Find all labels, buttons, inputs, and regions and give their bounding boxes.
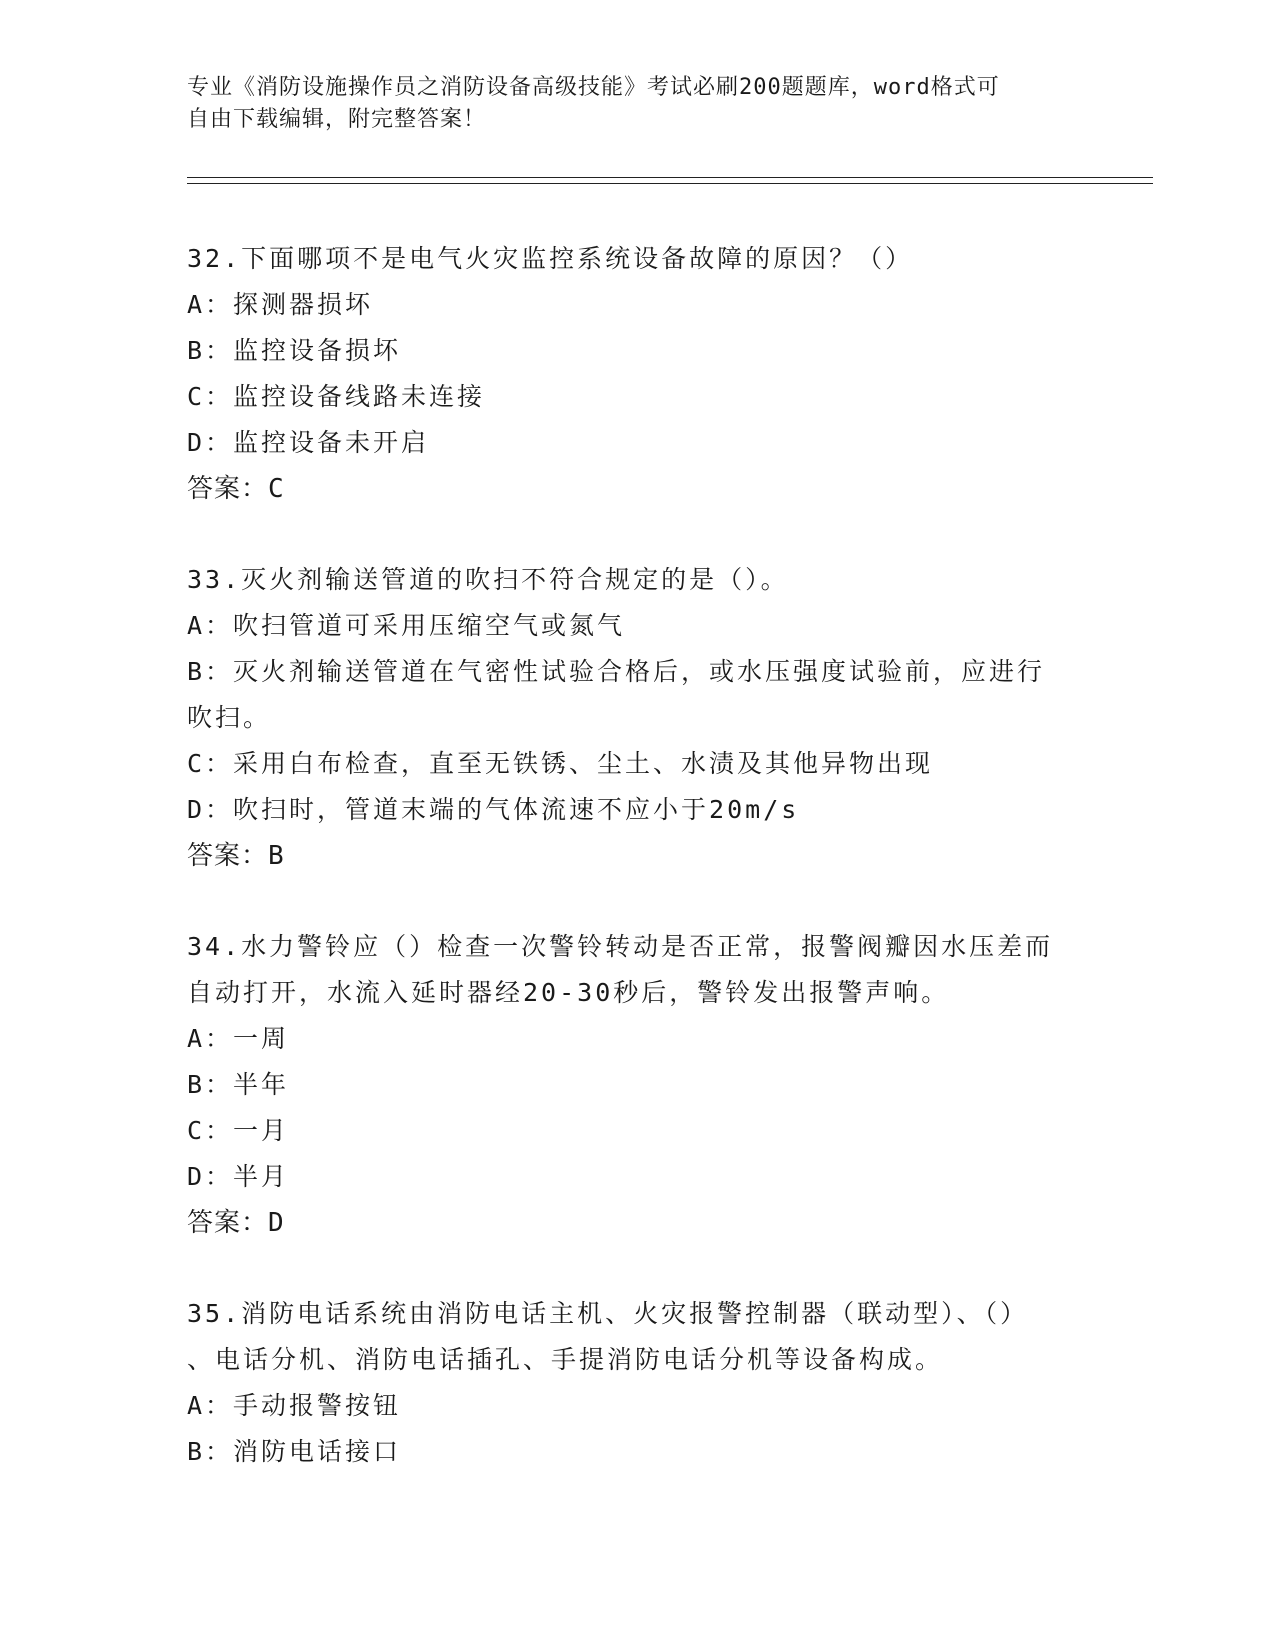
question-text: 34.水力警铃应（）检查一次警铃转动是否正常，报警阀瓣因水压差而 [187,932,1054,961]
option-a: A：手动报警按钮 [187,1391,402,1420]
answer: 答案：C [187,474,285,504]
document-header [187,72,1067,136]
question-list [187,236,1067,1520]
option-c: C：一月 [187,1116,290,1145]
question-33 [187,557,1067,879]
answer: 答案：B [187,841,285,871]
question-text: 32.下面哪项不是电气火灾监控系统设备故障的原因？（） [187,244,914,273]
header-line-1: 专业《消防设施操作员之消防设备高级技能》考试必刷200题题库，word格式可 [187,75,1000,100]
option-b: B：监控设备损坏 [187,336,402,365]
option-a: A：吹扫管道可采用压缩空气或氮气 [187,611,626,640]
question-text: 35.消防电话系统由消防电话主机、火灾报警控制器（联动型）、（） [187,1299,1029,1328]
question-35 [187,1291,1067,1475]
question-34 [187,924,1067,1246]
question-32 [187,236,1067,512]
option-b-continued: 吹扫。 [187,703,272,732]
option-b: B：消防电话接口 [187,1437,402,1466]
option-c: C：监控设备线路未连接 [187,382,486,411]
option-b: B：半年 [187,1070,290,1099]
question-text: 33.灭火剂输送管道的吹扫不符合规定的是（）。 [187,565,789,594]
option-b: B：灭火剂输送管道在气密性试验合格后，或水压强度试验前，应进行 [187,657,1046,686]
option-d: D：监控设备未开启 [187,428,430,457]
option-a: A：一周 [187,1024,290,1053]
answer: 答案：D [187,1208,285,1238]
option-c: C：采用白布检查，直至无铁锈、尘土、水渍及其他异物出现 [187,749,934,778]
option-a: A：探测器损坏 [187,290,374,319]
header-divider [187,177,1153,184]
question-text-continued: 自动打开，水流入延时器经20-30秒后，警铃发出报警声响。 [187,978,950,1007]
question-text-continued: 、电话分机、消防电话插孔、手提消防电话分机等设备构成。 [187,1345,944,1374]
option-d: D：半月 [187,1162,290,1191]
option-d: D：吹扫时，管道末端的气体流速不应小于20m/s [187,795,800,824]
header-line-2: 自由下载编辑，附完整答案！ [187,107,487,132]
